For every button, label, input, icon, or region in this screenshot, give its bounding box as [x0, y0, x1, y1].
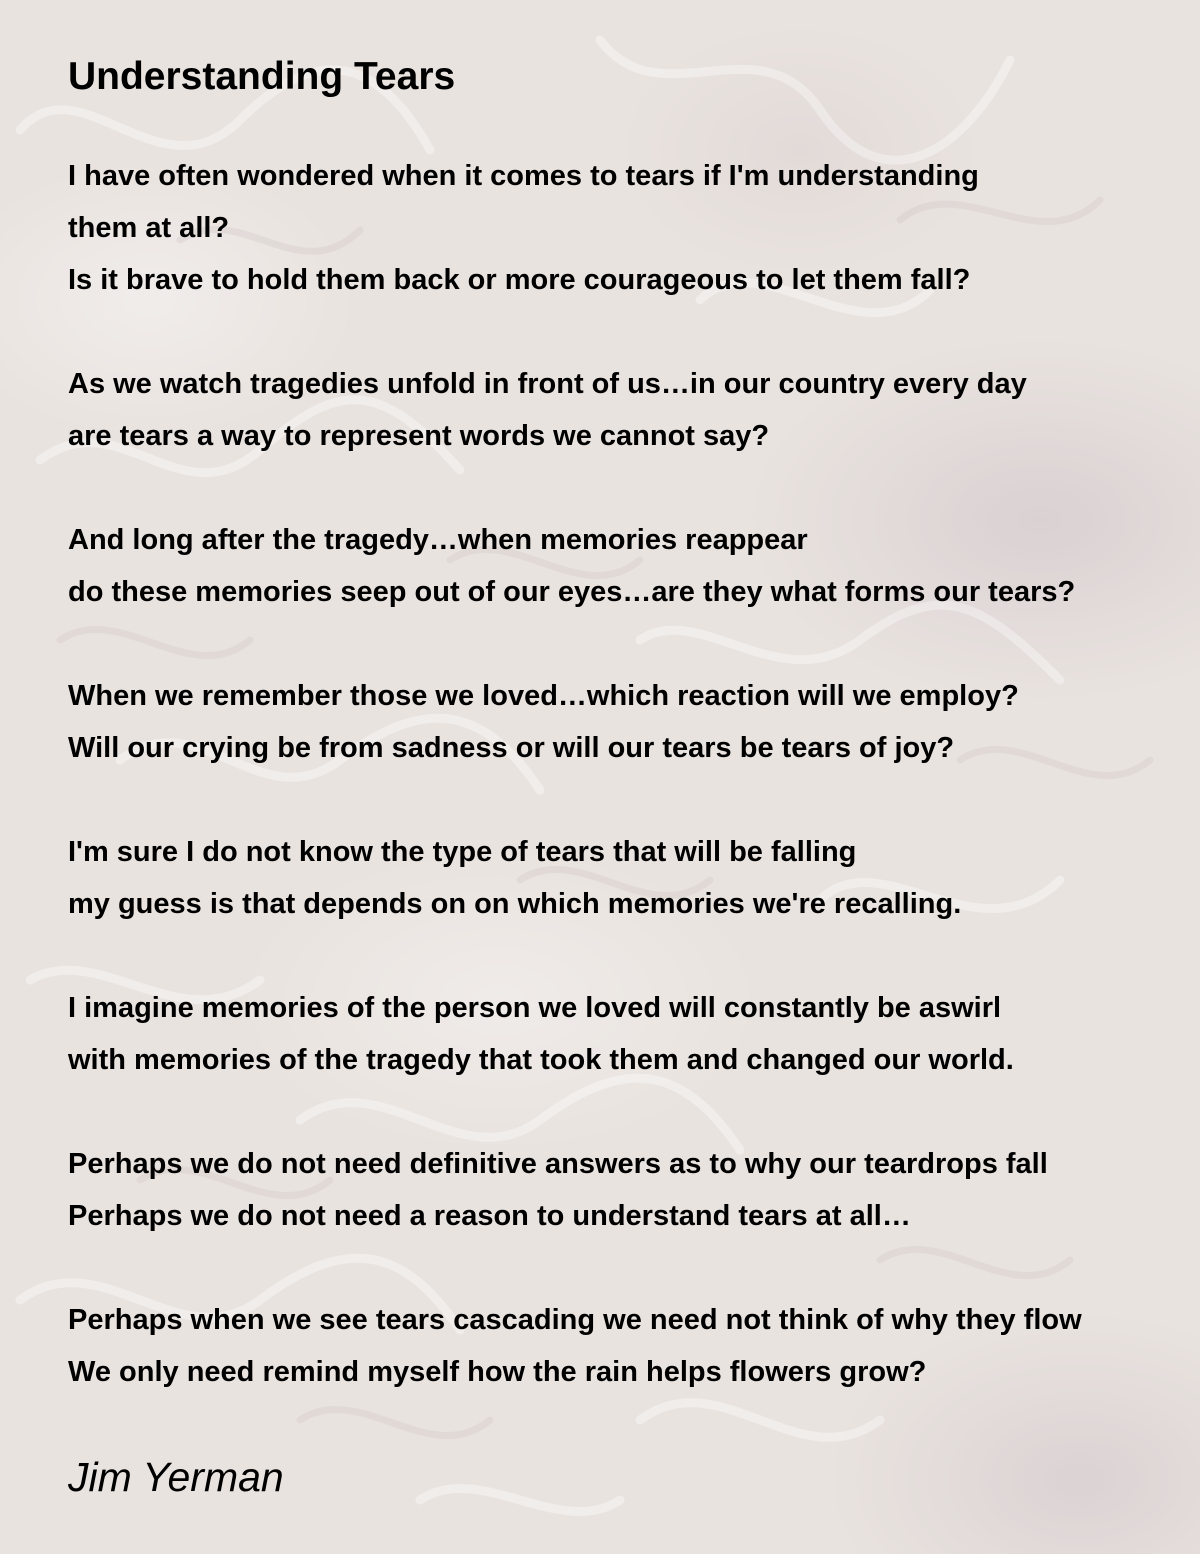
poem-line: Will our crying be from sadness or will our tears be tears of joy?: [68, 732, 955, 764]
stanza: [68, 826, 1200, 930]
stanza: [68, 1294, 1200, 1398]
poem-title: Understanding Tears: [68, 55, 456, 98]
stanza: [68, 1138, 1200, 1242]
poem-line: Perhaps we do not need definitive answers as to why our teardrops fall: [68, 1148, 1048, 1180]
stanza: [68, 150, 1200, 306]
poem-line: We only need remind myself how the rain helps flowers grow?: [68, 1356, 927, 1388]
stanza: [68, 358, 1200, 462]
poem-line: Is it brave to hold them back or more courageous to let them fall?: [68, 264, 971, 296]
poem-line: my guess is that depends on on which memories we're recalling.: [68, 888, 962, 920]
poem: [68, 52, 1200, 1450]
poem-line: with memories of the tragedy that took them and changed our world.: [68, 1044, 1014, 1076]
poem-line: I imagine memories of the person we loved will constantly be aswirl: [68, 992, 1002, 1024]
poem-line: As we watch tragedies unfold in front of us…in our country every day: [68, 368, 1027, 400]
stanza: [68, 982, 1200, 1086]
poem-line: them at all?: [68, 212, 230, 244]
poem-line: I have often wondered when it comes to tears if I'm understanding: [68, 160, 979, 192]
poem-body: [68, 150, 1200, 1398]
poem-line: Perhaps we do not need a reason to understand tears at all…: [68, 1200, 911, 1232]
poem-line: Perhaps when we see tears cascading we need not think of why they flow: [68, 1304, 1082, 1336]
stanza: [68, 514, 1200, 618]
poem-line: I'm sure I do not know the type of tears that will be falling: [68, 836, 857, 868]
poem-line: are tears a way to represent words we cannot say?: [68, 420, 770, 452]
stanza: [68, 670, 1200, 774]
poem-line: do these memories seep out of our eyes…are they what forms our tears?: [68, 576, 1076, 608]
poem-line: And long after the tragedy…when memories reappear: [68, 524, 808, 556]
poem-author: Jim Yerman: [68, 1454, 284, 1500]
poem-line: When we remember those we loved…which reaction will we employ?: [68, 680, 1019, 712]
